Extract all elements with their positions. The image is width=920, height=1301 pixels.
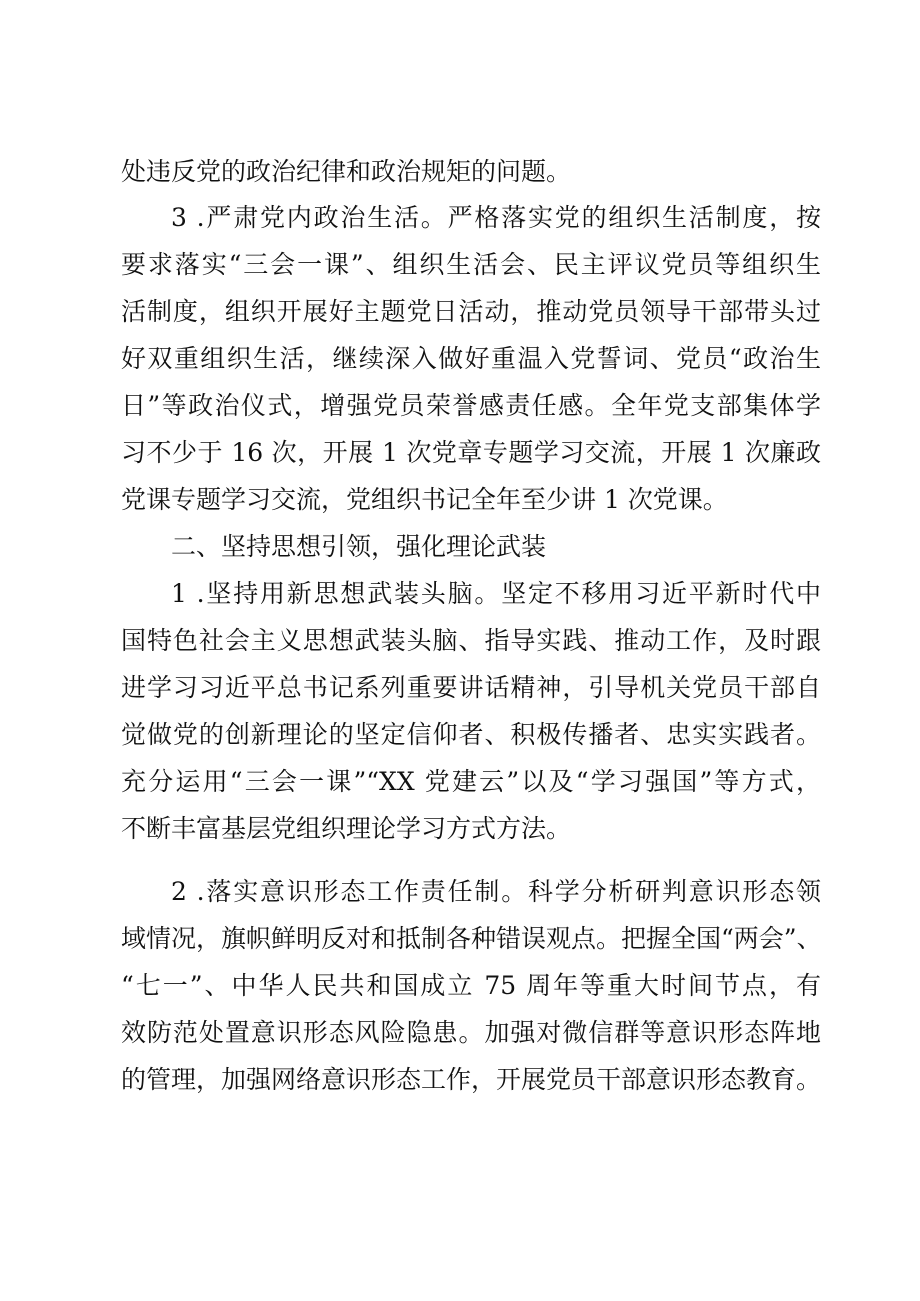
text-line: 3 .严肃党内政治生活。严格落实党的组织生活制度，按 <box>171 203 821 232</box>
section-heading: 二、坚持思想引领，强化理论武装 <box>171 532 547 561</box>
text-line: 日”等政治仪式，增强党员荣誉感责任感。全年党支部集体学 <box>121 391 821 420</box>
text-line: 充分运用“三会一课”“XX 党建云”以及“学习强国”等方式， <box>121 767 821 796</box>
text-line: 效防范处置意识形态风险隐患。加强对微信群等意识形态阵地 <box>121 1018 821 1047</box>
text-line: 不断丰富基层党组织理论学习方式方法。 <box>121 814 572 843</box>
text-line: 习不少于 16 次，开展 1 次党章专题学习交流，开展 1 次廉政 <box>121 438 821 467</box>
text-line: 2 .落实意识形态工作责任制。科学分析研判意识形态领 <box>171 877 821 906</box>
text-line: 域情况，旗帜鲜明反对和抵制各种错误观点。把握全国“两会”、 <box>121 924 822 953</box>
text-line: 的管理，加强网络意识形态工作，开展党员干部意识形态教育。 <box>121 1065 822 1094</box>
text-line: 进学习习近平总书记系列重要讲话精神，引导机关党员干部自 <box>121 673 821 702</box>
text-line: 好双重组织生活，继续深入做好重温入党誓词、党员“政治生 <box>121 344 821 373</box>
text-line: 觉做党的创新理论的坚定信仰者、积极传播者、忠实实践者。 <box>121 720 821 749</box>
text-line: 1 .坚持用新思想武装头脑。坚定不移用习近平新时代中 <box>171 579 821 608</box>
text-line: 处违反党的政治纪律和政治规矩的问题。 <box>121 157 572 186</box>
text-line: “七一”、中华人民共和国成立 75 周年等重大时间节点，有 <box>121 971 821 1000</box>
text-line: 要求落实“三会一课”、组织生活会、民主评议党员等组织生 <box>121 250 821 279</box>
text-line: 活制度，组织开展好主题党日活动，推动党员领导干部带头过 <box>121 297 821 326</box>
text-line: 党课专题学习交流，党组织书记全年至少讲 1 次党课。 <box>121 485 728 514</box>
text-line: 国特色社会主义思想武装头脑、指导实践、推动工作，及时跟 <box>121 626 821 655</box>
